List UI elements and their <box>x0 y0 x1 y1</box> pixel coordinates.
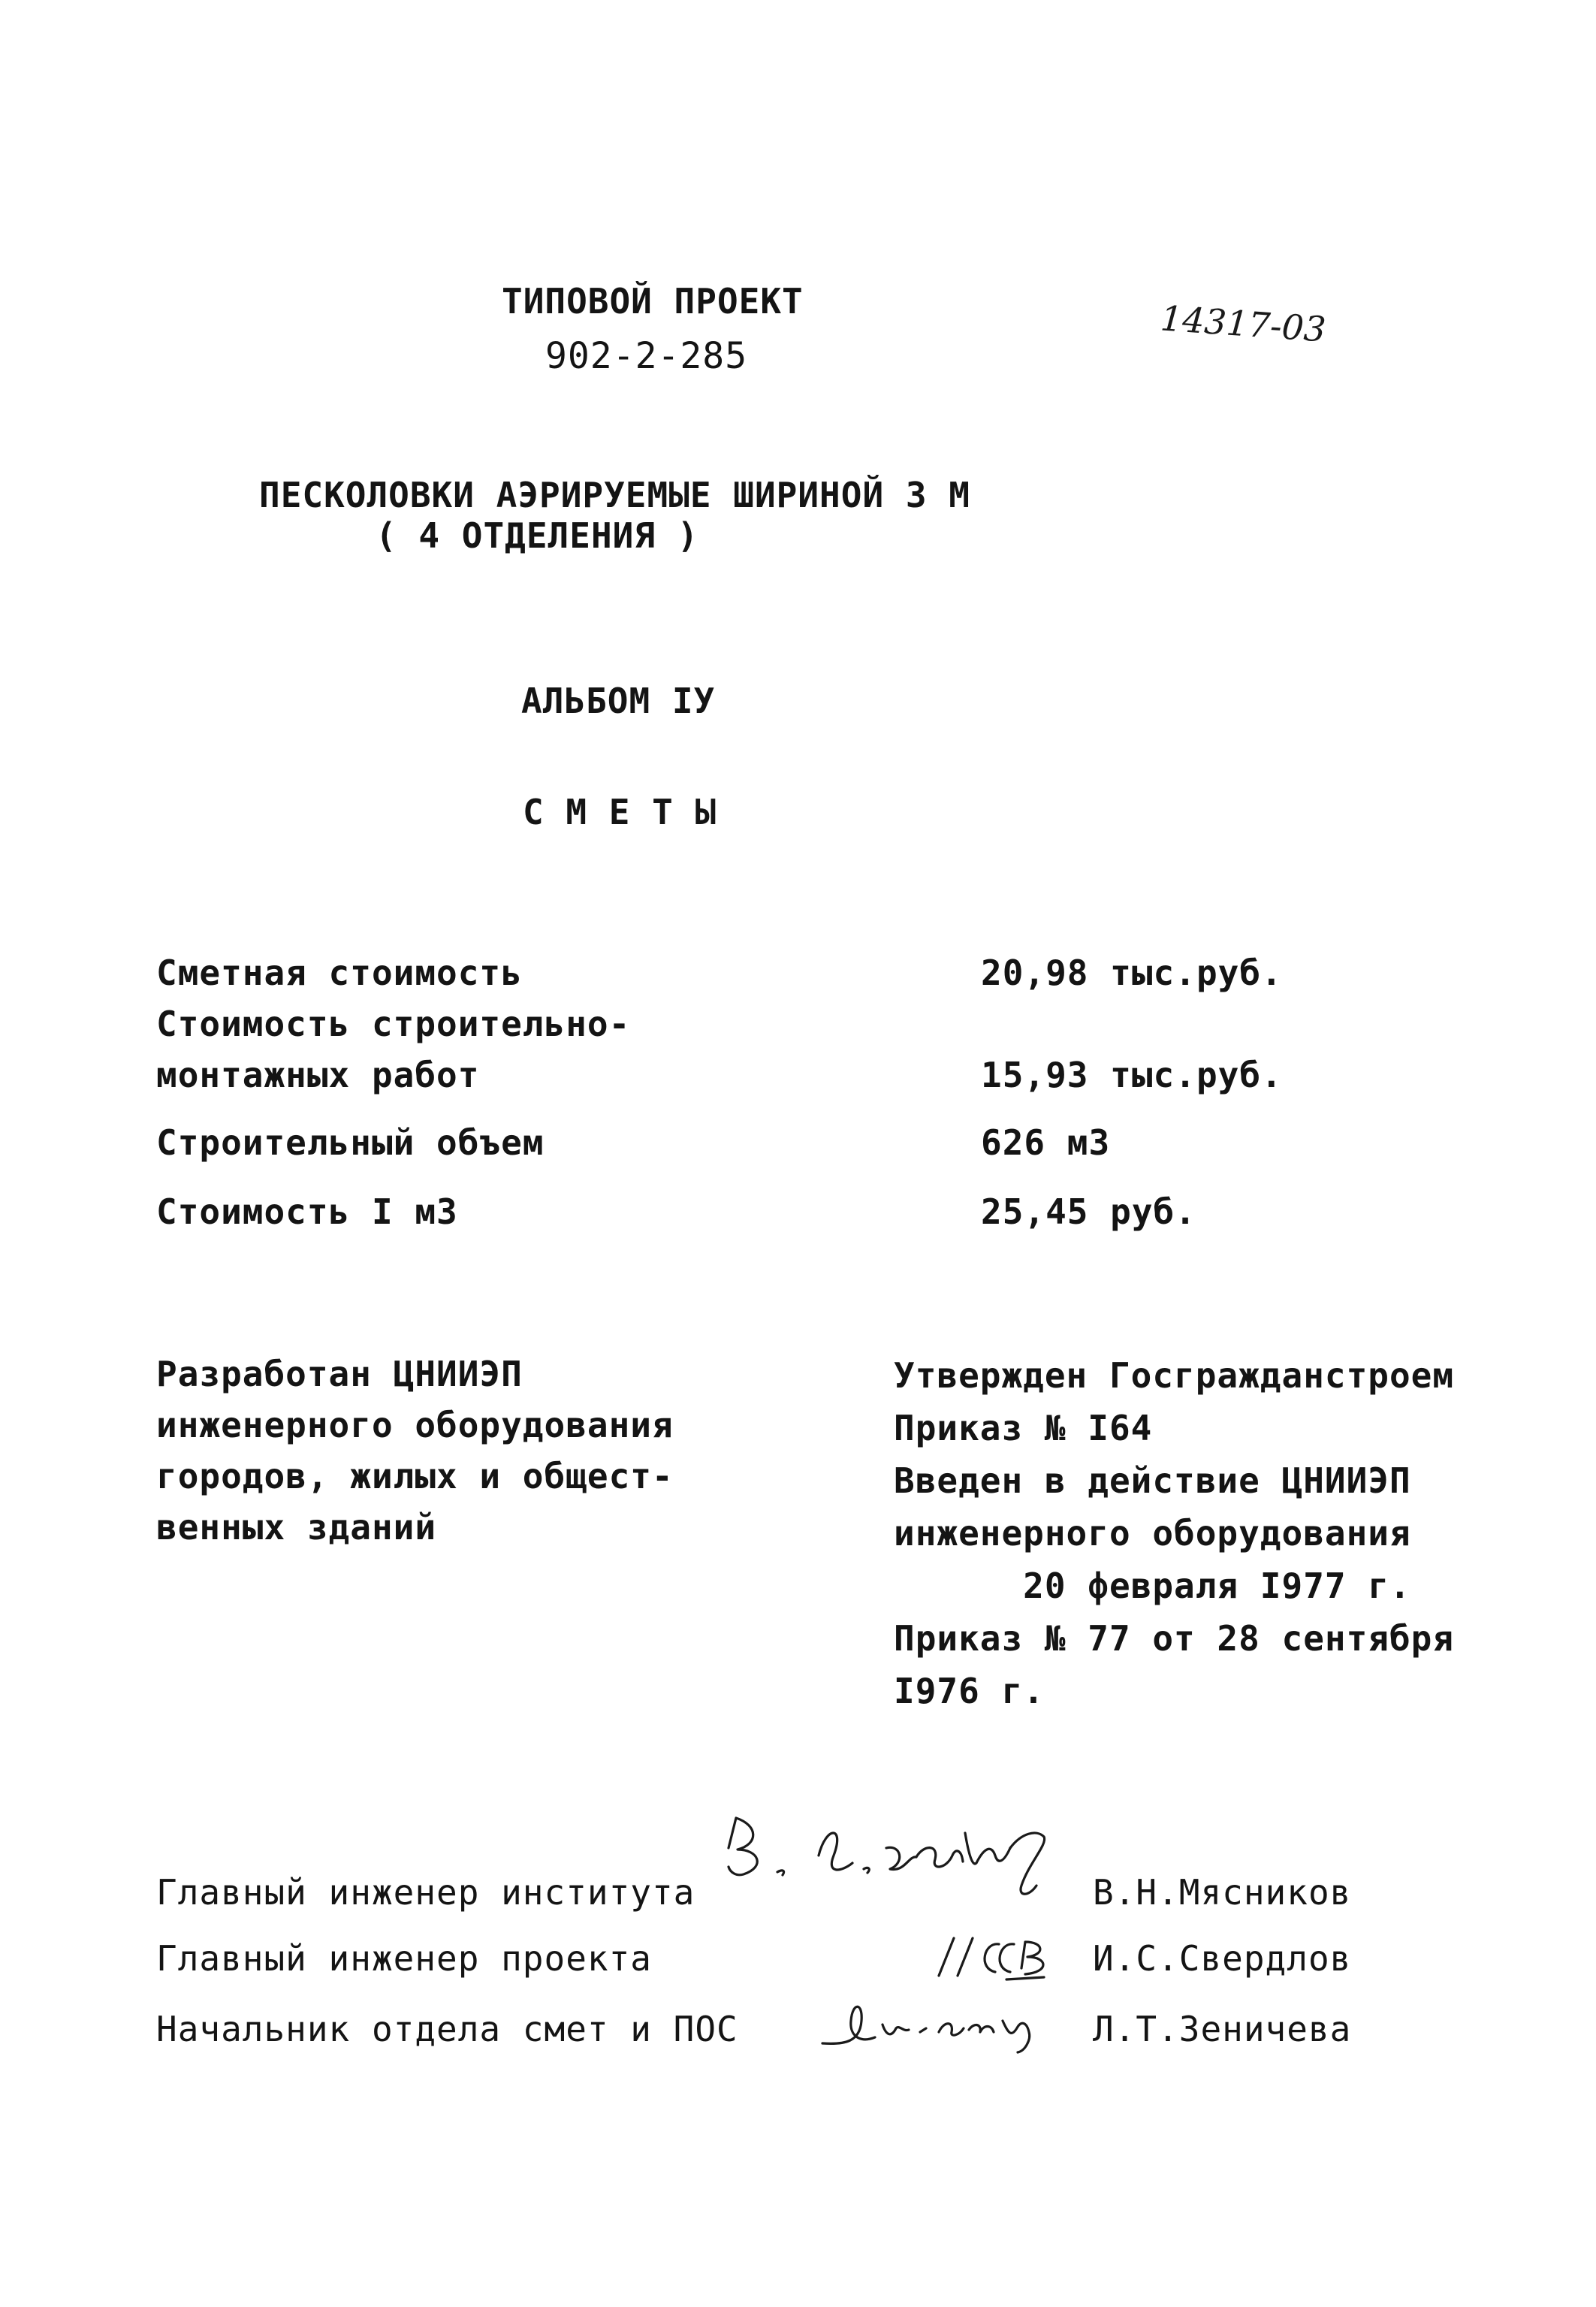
cost-label: Сметная стоимость <box>156 953 523 993</box>
approval-line: 20 февраля I977 г. <box>894 1566 1411 1606</box>
signatory-position: Главный инженер проекта <box>156 1938 652 1979</box>
signatory-name: И.С.Свердлов <box>1093 1938 1352 1979</box>
signature-sverdlov <box>924 1923 1059 1991</box>
signature-zenicheva <box>815 1991 1070 2058</box>
approval-line: Приказ № I64 <box>894 1408 1153 1448</box>
subject-title: ПЕСКОЛОВКИ АЭРИРУЕМЫЕ ШИРИНОЙ 3 М <box>259 475 970 515</box>
cost-value: 15,93 тыс.руб. <box>981 1055 1283 1095</box>
signatory-name: Л.Т.Зеничева <box>1093 2009 1352 2049</box>
approval-line: инженерного оборудования <box>894 1513 1411 1554</box>
cost-label: Стоимость I м3 <box>156 1191 458 1232</box>
section-title: С М Е Т Ы <box>523 792 717 832</box>
approval-line: Введен в действие ЦНИИЭП <box>894 1460 1411 1501</box>
developed-line: городов, жилых и общест- <box>156 1456 674 1496</box>
subject-subtitle: ( 4 ОТДЕЛЕНИЯ ) <box>376 515 699 556</box>
cost-value: 626 м3 <box>981 1122 1111 1163</box>
signatory-position: Начальник отдела смет и ПОС <box>156 2009 738 2049</box>
document-type: ТИПОВОЙ ПРОЕКТ <box>502 281 804 322</box>
album-number: АЛЬБОМ IУ <box>521 681 716 721</box>
cost-value: 25,45 руб. <box>981 1191 1196 1232</box>
cost-label: Строительный объем <box>156 1122 545 1163</box>
signature-mjasnikov <box>714 1803 1074 1908</box>
project-number: 902-2-285 <box>545 335 748 377</box>
developed-line: Разработан ЦНИИЭП <box>156 1354 523 1394</box>
cost-label: монтажных работ <box>156 1055 480 1095</box>
approval-line: Утвержден Госгражданстроем <box>894 1355 1455 1396</box>
cost-value: 20,98 тыс.руб. <box>981 953 1283 993</box>
signatory-name: В.Н.Мясников <box>1093 1872 1352 1913</box>
signatory-position: Главный инженер института <box>156 1872 695 1913</box>
developed-line: инженерного оборудования <box>156 1405 674 1445</box>
developed-line: венных зданий <box>156 1507 437 1548</box>
cost-label: Стоимость строительно- <box>156 1004 631 1044</box>
inventory-number: 14317-03 <box>1159 297 1328 350</box>
approval-line: I976 г. <box>894 1671 1045 1711</box>
approval-line: Приказ № 77 от 28 сентября <box>894 1618 1455 1659</box>
